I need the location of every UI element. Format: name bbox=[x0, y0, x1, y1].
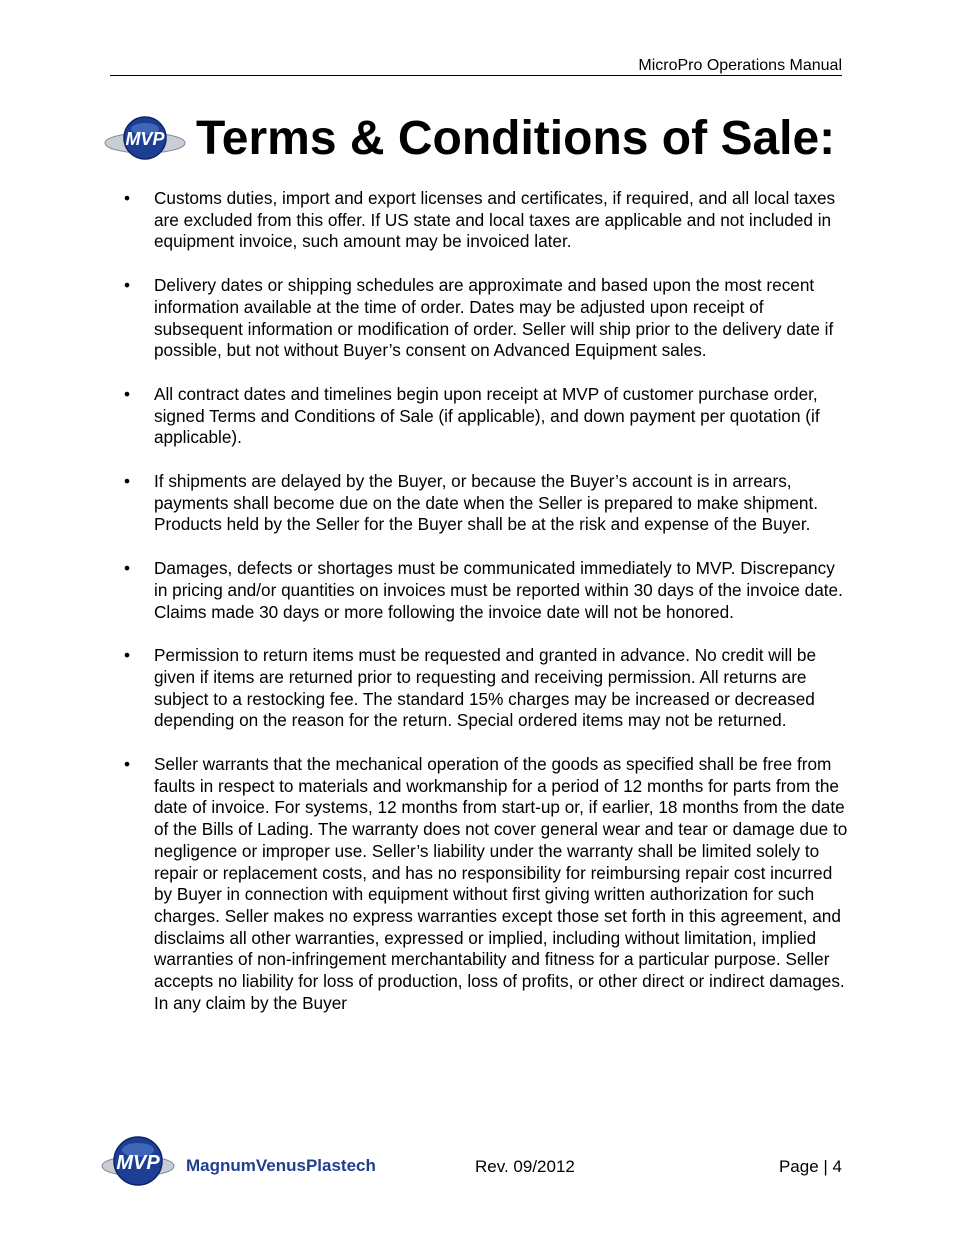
term-text: If shipments are delayed by the Buyer, or because the Buyer’s account is in arrears, payments shall become due on the date when the Seller is prepared to make shipment. Products held by the Seller for the Buyer shall be at the risk and expense of the Buyer. bbox=[154, 471, 819, 535]
terms-list bbox=[122, 188, 852, 1037]
term-text: Customs duties, import and export licenses and certificates, if required, and all local taxes are excluded from this offer. If US state and local taxes are applicable and not included in equipment invoice, such amount may be invoiced later. bbox=[154, 188, 836, 252]
bullet-icon: • bbox=[124, 471, 131, 492]
header-manual-title: MicroPro Operations Manual bbox=[638, 57, 842, 74]
term-text: Seller warrants that the mechanical operation of the goods as specified shall be free from faults in respect to materials and workmanship for a period of 12 months for parts from the date of invoice. For systems, 12 months from start-up or, if earlier, 18 months from the date of the Bills of Lading. The warranty does not cover general wear and tear or damage due to negligence or improper use. Seller’s liability under the warranty shall be limited solely to repair or replacement costs, and has no responsibility for reimbursing repair cost incurred by Buyer in connection with equipment without first giving written authorization for such charges. Seller makes no express warranties except those set forth in this agreement, and disclaims all other warranties, expressed or implied, including without limitation, implied warranties of non-infringement merchantability and fitness for a particular purpose. Seller accepts no liability for loss of production, loss of profits, or other direct or indirect damages. In any claim by the Buyer bbox=[154, 754, 848, 1013]
term-text: Permission to return items must be requested and granted in advance. No credit will be given if items are returned prior to requesting and receiving permission. All returns are subject to a restocking fee. The standard 15% charges may be increased or decreased depending on the reason for the return. Special ordered items may not be returned. bbox=[154, 645, 817, 731]
bullet-icon: • bbox=[124, 558, 131, 579]
list-item bbox=[122, 275, 852, 362]
svg-text:MVP: MVP bbox=[116, 1152, 160, 1174]
footer-revision: Rev. 09/2012 bbox=[475, 1157, 575, 1176]
bullet-icon: • bbox=[124, 645, 131, 666]
list-item bbox=[122, 471, 852, 536]
term-text: Damages, defects or shortages must be communicated immediately to MVP. Discrepancy in pricing and/or quantities on invoices must be reported within 30 days of the invoice date. Claims made 30 days or more following the invoice date will not be honored. bbox=[154, 558, 843, 622]
bullet-icon: • bbox=[124, 754, 131, 775]
bullet-icon: • bbox=[124, 188, 131, 208]
bullet-icon: • bbox=[124, 383, 131, 404]
header-rule bbox=[110, 75, 842, 76]
footer-page-number: Page | 4 bbox=[778, 1157, 842, 1176]
list-item bbox=[122, 188, 852, 253]
bullet-icon: • bbox=[124, 275, 131, 296]
page-title: Terms & Conditions of Sale: bbox=[196, 112, 836, 165]
term-text: All contract dates and timelines begin upon receipt at MVP of customer purchase order, signed Terms and Conditions of Sale (if applicable), and down payment per quotation (if applicable). bbox=[154, 383, 820, 448]
magnum-venus-plastech-logo-icon bbox=[100, 1131, 390, 1195]
term-text: Delivery dates or shipping schedules are approximate and based upon the most recent information available at the time of order. Dates may be adjusted upon receipt of subsequent information or modification of order. Seller will ship prior to the delivery date if possible, but not without Buyer’s consent on Advanced Equipment sales. bbox=[154, 275, 834, 361]
mvp-logo-icon bbox=[104, 116, 186, 162]
list-item bbox=[122, 645, 852, 732]
svg-text:MagnumVenusPlastech: MagnumVenusPlastech bbox=[186, 1156, 376, 1175]
list-item bbox=[122, 558, 852, 623]
list-item bbox=[122, 754, 852, 1014]
svg-text:MVP: MVP bbox=[125, 129, 165, 149]
list-item bbox=[122, 384, 852, 449]
